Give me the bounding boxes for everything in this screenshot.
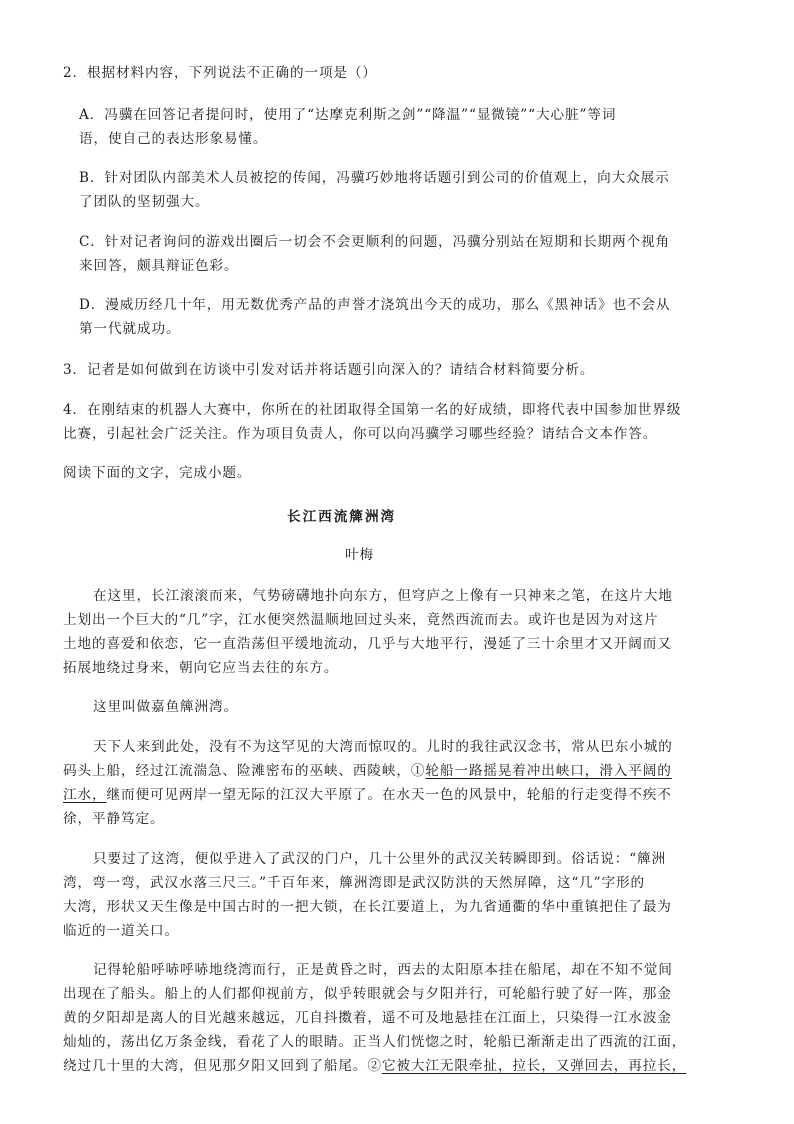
p1-line-2: 上划出一个巨大的“几”字，江水便突然温顺地回过头来，竟然西流而去。或许也是因为对这片 — [63, 612, 659, 628]
p5-line-2: 出现在了船头。船上的人们都仰视前方，似乎转眼就会与夕阳并行，可轮船行驶了好一阵，那金 — [63, 986, 672, 1002]
underlined-sentence-2: 它被大江无限牵扯，拉长，又弹回去，再拉长， — [381, 1058, 687, 1074]
option-d-line-1: D．漫威历经几十年，用无数优秀产品的声誉才浇筑出今天的成功，那么《黑神话》也不会从 — [79, 297, 671, 313]
p3-line-1: 天下人来到此处，没有不为这罕见的大湾而惊叹的。儿时的我往武汉念书，常从巴东小城的 — [93, 739, 673, 755]
underlined-sentence-1-end: 江水， — [63, 787, 107, 803]
question-2-stem: 2．根据材料内容，下列说法不正确的一项是（） — [63, 65, 377, 81]
question-4-line-1: 4．在刚结束的机器人大赛中，你所在的社团取得全国第一名的好成绩，即将代表中国参加世界级 — [63, 402, 682, 418]
p1-line-4: 拓展地绕过身来，朝向它应当去往的东方。 — [63, 660, 339, 676]
option-a-line-1: A．冯骥在回答记者提问时，使用了“达摩克利斯之剑”“降温”“显微镜”“大心脏”等词 — [79, 107, 617, 123]
p3-line-3 — [63, 785, 672, 805]
option-c-line-1: C．针对记者询问的游戏出圈后一切会不会更顺利的问题，冯骥分别站在短期和长期两个视角 — [79, 234, 671, 250]
question-3: 3．记者是如何做到在访谈中引发对话并将话题引向深入的？请结合材料简要分析。 — [63, 362, 595, 378]
reading-instruction: 阅读下面的文字，完成小题。 — [63, 465, 252, 481]
p4-line-4: 临近的一道关口。 — [63, 923, 179, 939]
p3-line-4: 徐，平静笃定。 — [63, 811, 165, 827]
p4-line-2: 湾，弯一弯，武汉水落三尺三。”千百年来，簰洲湾即是武汉防洪的天然屏障，这“几”字形的 — [63, 875, 646, 891]
p3-line-2-text: 码头上船，经过江流湍急、险滩密布的巫峡、西陵峡，① — [63, 763, 426, 779]
p4-line-1: 只要过了这湾，便似乎进入了武汉的门户，几十公里外的武汉关转瞬即到。俗话说：“簰洲 — [93, 851, 667, 867]
option-c-line-2: 来回答，颇具辩证色彩。 — [79, 258, 239, 274]
p1-line-1: 在这里，长江滚滚而来，气势磅礴地扑向东方，但穹庐之上像有一只神来之笔，在这片大地 — [93, 588, 673, 604]
p4-line-3: 大湾，形状又天生像是中国古时的一把大锁，在长江要道上，为九省通衢的华中重镇把住了最为 — [63, 899, 672, 915]
p2-line-1: 这里叫做嘉鱼簰洲湾。 — [93, 699, 238, 715]
article-title: 长江西流簰洲湾 — [287, 509, 397, 525]
article-author: 叶梅 — [345, 547, 374, 563]
option-b-line-2: 了团队的坚韧强大。 — [79, 194, 210, 210]
p3-line-2 — [63, 761, 672, 781]
p5-line-5 — [63, 1056, 686, 1076]
option-b-line-1: B．针对团队内部美术人员被挖的传闻，冯骥巧妙地将话题引到公司的价值观上，向大众展示 — [79, 170, 670, 186]
underlined-sentence-1: 轮船一路摇晃着冲出峡口，滑入平阔的 — [425, 763, 672, 779]
p3-line-3-text: 继而便可见两岸一望无际的江汉大平原了。在水天一色的风景中，轮船的行走变得不疾不 — [106, 787, 672, 803]
p5-line-5-text: 绕过几十里的大湾，但见那夕阳又回到了船尾。② — [63, 1058, 382, 1074]
p5-line-1: 记得轮船呼哧呼哧地绕湾而行，正是黄昏之时，西去的太阳原本挂在船尾，却在不知不觉间 — [93, 962, 673, 978]
p5-line-4: 灿灿的，荡出亿万条金线，看花了人的眼睛。正当人们恍惚之时，轮船已渐渐走出了西流的江面， — [63, 1034, 687, 1050]
p5-line-3: 黄的夕阳却是离人的目光越来越远，兀自抖擞着，遥不可及地悬挂在江面上，只染得一江水波金 — [63, 1010, 672, 1026]
p1-line-3: 土地的喜爱和依恋，它一直浩荡但平缓地流动，几乎与大地平行，漫延了三十余里才又开阔而又 — [63, 636, 672, 652]
question-4-line-2: 比赛，引起社会广泛关注。作为项目负责人，你可以向冯骥学习哪些经验？请结合文本作答。 — [63, 426, 658, 442]
option-a-line-2: 语，使自己的表达形象易懂。 — [79, 131, 268, 147]
option-d-line-2: 第一代就成功。 — [79, 321, 181, 337]
